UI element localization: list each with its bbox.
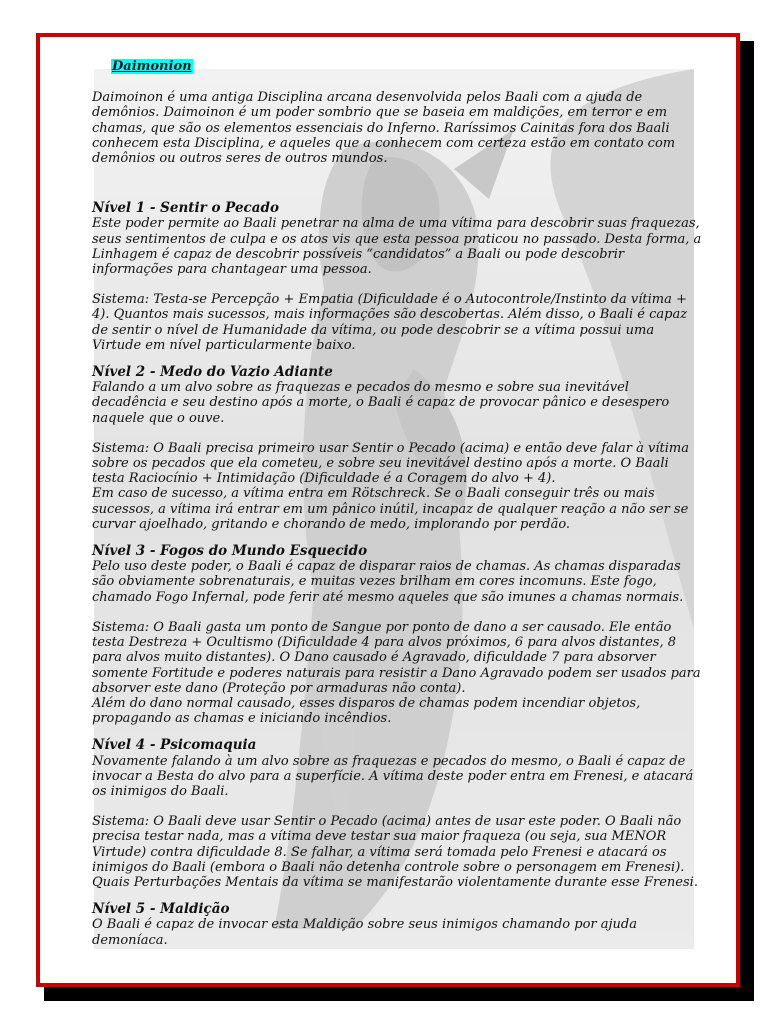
level-5-heading: Nível 5 - Maldição bbox=[92, 901, 230, 918]
level-2-heading: Nível 2 - Medo do Vazio Adiante bbox=[92, 364, 333, 381]
level-2-description: Falando a um alvo sobre as fraquezas e pecados do mesmo e sobre sua inevitável decadência e seu destino após a morte, o Baali é capaz de provocar pânico e desespero naquele que o ouve. bbox=[92, 380, 670, 426]
level-1-system: Sistema: Testa-se Percepção + Empatia (Dificuldade é o Autocontrole/Instinto da vítima + 4). Quantos mais sucessos, mais informações são descobertas. Além disso, o Baali é capaz de sentir o nível de Humanidade da vítima, ou pode descobrir se a vítima possui uma Virtude em nível particularmente baixo. bbox=[92, 292, 688, 353]
level-2-extra: Em caso de sucesso, a vítima entra em Rötschreck. Se o Baali conseguir três ou mais sucessos, a vítima irá entrar em um pânico inútil, incapaz de qualquer reação a não ser se curvar ajoelhado, gritando e chorando de medo, implorando por perdão. bbox=[92, 486, 689, 532]
level-5-description: O Baali é capaz de invocar esta Maldição sobre seus inimigos chamando por ajuda demoníaca. bbox=[92, 917, 637, 948]
document-body bbox=[92, 59, 702, 948]
level-1-heading: Nível 1 - Sentir o Pecado bbox=[92, 200, 279, 217]
level-4-heading: Nível 4 - Psicomaquia bbox=[92, 737, 257, 754]
level-4-description: Novamente falando à um alvo sobre as fraquezas e pecados do mesmo, o Baali é capaz de invocar a Besta do alvo para a superfície. A vítima deste poder entra em Frenesi, e atacará os inimigos do Baali. bbox=[92, 753, 694, 799]
document-title: Daimonion bbox=[112, 59, 192, 74]
intro-paragraph: Daimoinon é uma antiga Disciplina arcana desenvolvida pelos Baali com a ajuda de demônios. Daimoinon é um poder sombrio que se baseia em maldições, em terror e em chamas, que são os elementos essenciais do Inferno. Raríssimos Cainitas fora dos Baali conhecem esta Disciplina, e aqueles que a conhecem com certeza estão em contato com demônios ou outros seres de outros mundos. bbox=[92, 90, 676, 167]
level-4-system: Sistema: O Baali deve usar Sentir o Pecado (acima) antes de usar este poder. O Baali não precisa testar nada, mas a vítima deve testar sua maior fraqueza (ou seja, sua MENOR Virtude) contra dificuldade 8. Se falhar, a vítima será tomada pelo Frenesi e atacará os inimigos do Baali (embora o Baali não detenha controle sobre o personagem em Frenesi). Quais Perturbações Mentais da vítima se manifestarão violentamente durante esse Frenesi. bbox=[92, 814, 698, 890]
level-1-description: Este poder permite ao Baali penetrar na alma de uma vítima para descobrir suas fraquezas, seus sentimentos de culpa e os atos vis que esta pessoa praticou no passado. Desta forma, a Linhagem é capaz de descobrir possíveis “candidatos” a Baali ou pode descobrir informações para chantagear uma pessoa. bbox=[92, 216, 702, 278]
level-2-system: Sistema: O Baali precisa primeiro usar Sentir o Pecado (acima) e então deve falar à vítima sobre os pecados que ela cometeu, e sobre seu inevitável destino após a morte. O Baali testa Raciocínio + Intimidação (Dificuldade é a Coragem do alvo + 4). bbox=[92, 440, 689, 487]
level-3-extra: Além do dano normal causado, esses disparos de chamas podem incendiar objetos, propagando as chamas e iniciando incêndios. bbox=[92, 695, 641, 727]
level-3-heading: Nível 3 - Fogos do Mundo Esquecido bbox=[92, 543, 368, 560]
level-3-system: Sistema: O Baali gasta um ponto de Sangue por ponto de dano a ser causado. Ele então testa Destreza + Ocultismo (Dificuldade 4 para alvos próximos, 6 para alvos distantes, 8 para alvos muito distantes). O Dano causado é Agravado, dificuldade 7 para absorver somente Fortitude e poderes naturais para resistir a Dano Agravado podem ser usados para absorver este dano (Proteção por armaduras não conta). bbox=[92, 619, 701, 696]
level-3-description: Pelo uso deste poder, o Baali é capaz de disparar raios de chamas. As chamas disparadas são obviamente sobrenaturais, e muitas vezes brilham em cores incomuns. Este fogo, chamado Fogo Infernal, pode ferir até mesmo aqueles que são imunes a chamas normais. bbox=[92, 559, 684, 605]
document-page bbox=[36, 33, 740, 987]
